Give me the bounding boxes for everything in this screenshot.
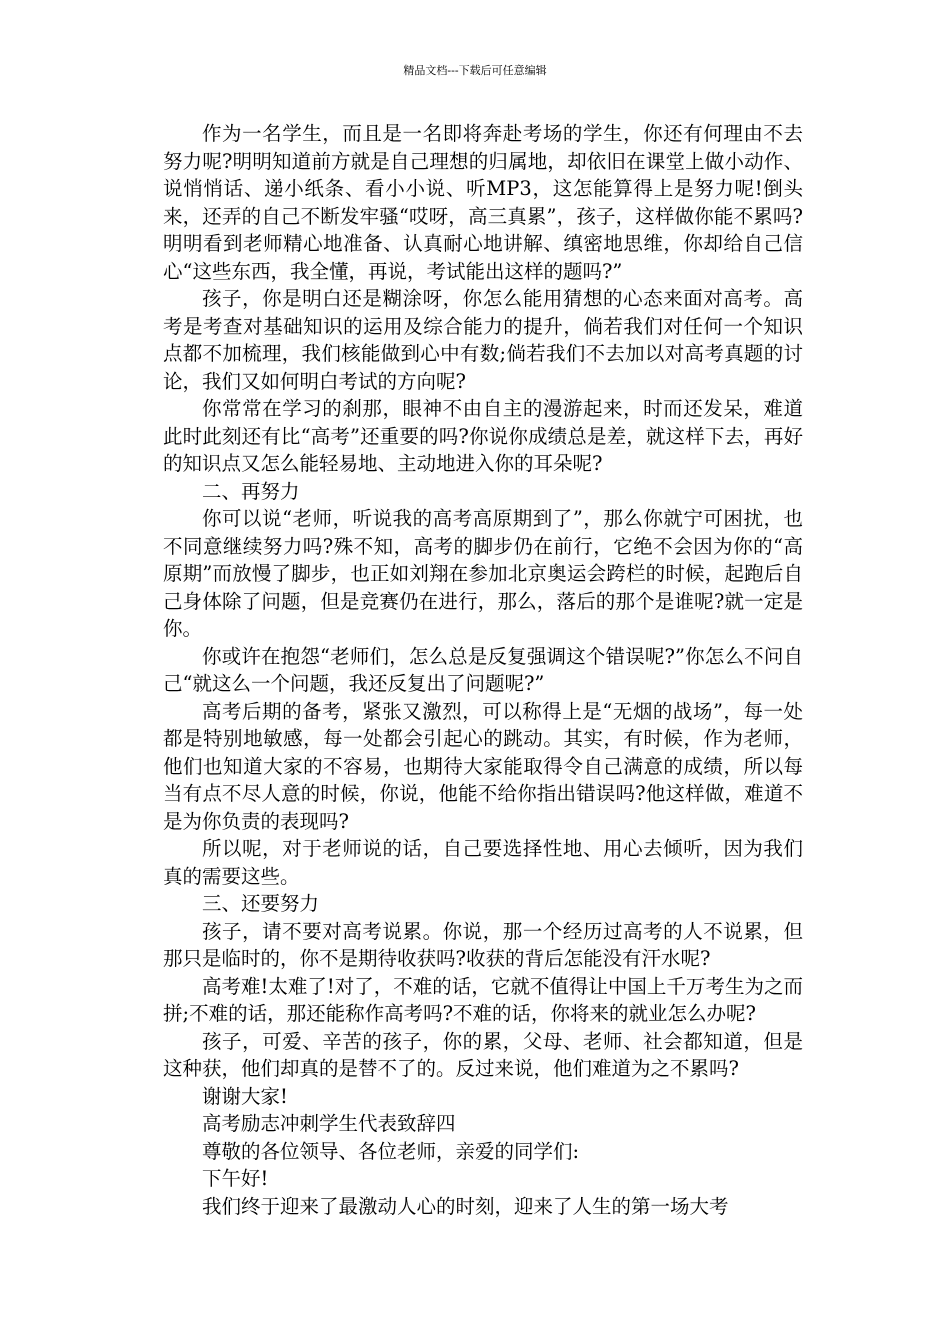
- greeting: 下午好!: [202, 1167, 269, 1190]
- document-body: [163, 120, 803, 1220]
- closing-thanks: 谢谢大家!: [202, 1084, 288, 1108]
- paragraph-11: 我们终于迎来了最激动人心的时刻，迎来了人生的第一场大考: [202, 1194, 729, 1218]
- page-header: 精品文档---下载后可任意编辑: [403, 64, 547, 77]
- paragraph-5: 你或许在抱怨“老师们，怎么总是反复强调这个错误呢?”你怎么不问自己“就这么一个问题，我还反复出了问题呢?”: [163, 644, 803, 695]
- paragraph-3: 你常常在学习的刹那，眼神不由自主的漫游起来，时而还发呆，难道此时此刻还有比“高考”还重要的吗?你说你成绩总是差，就这样下去，再好的知识点又怎么能轻易地、主动地进入你的耳朵呢?: [163, 397, 803, 475]
- paragraph-10: 孩子，可爱、辛苦的孩子，你的累，父母、老师、社会都知道，但是这种获，他们却真的是替不了的。反过来说，他们难道为之不累吗?: [163, 1029, 803, 1080]
- salutation: 尊敬的各位领导、各位老师，亲爱的同学们:: [202, 1139, 580, 1163]
- paragraph-2: 孩子，你是明白还是糊涂呀，你怎么能用猜想的心态来面对高考。高考是考查对基础知识的运用及综合能力的提升，倘若我们对任何一个知识点都不加梳理，我们核能做到心中有数;倘若我们不去加以对高考真题的讨论，我们又如何明白考试的方向呢?: [163, 287, 803, 393]
- section-heading-3: 三、还要努力: [202, 892, 320, 915]
- paragraph-9: 高考难!太难了!对了，不难的话，它就不值得让中国上千万考生为之而拼;不难的话，那还能称作高考吗?不难的话，你将来的就业怎么办呢?: [163, 974, 803, 1025]
- paragraph-6: 高考后期的备考，紧张又激烈，可以称得上是“无烟的战场”，每一处都是特别地敏感，每一处都会引起心的跳动。其实，有时候，作为老师，他们也知道大家的不容易，也期待大家能取得令自己满意的成绩，所以每当有点不尽人意的时候，你说，他能不给你指出错误吗?他这样做，难道不是为你负责的表现吗?: [163, 699, 803, 833]
- paragraph-7: 所以呢，对于老师说的话，自己要选择性地、用心去倾听，因为我们真的需要这些。: [163, 837, 803, 888]
- paragraph-4: 你可以说“老师，听说我的高考高原期到了”，那么你就宁可困扰，也不同意继续努力吗?殊不知，高考的脚步仍在前行，它绝不会因为你的“高原期”而放慢了脚步，也正如刘翔在参加北京奥运会跨栏的时候，起跑后自己身体除了问题，但是竞赛仍在进行，那么，落后的那个是谁呢?就一定是你。: [163, 507, 803, 640]
- paragraph-8: 孩子，请不要对高考说累。你说，那一个经历过高考的人不说累，但那只是临时的，你不是期待收获吗?收获的背后怎能没有汗水呢?: [163, 919, 803, 970]
- paragraph-1: 作为一名学生，而且是一名即将奔赴考场的学生，你还有何理由不去努力呢?明明知道前方就是自己理想的归属地，却依旧在课堂上做小动作、说悄悄话、递小纸条、看小小说、听MP3，这怎能算得上是努力呢!倒头来，还弄的自己不断发牢骚“哎呀，高三真累”，孩子，这样做你能不累吗?明明看到老师精心地准备、认真耐心地讲解、缜密地思维，你却给自己信心“这些东西，我全懂，再说，考试能出这样的题吗?”: [163, 122, 803, 283]
- section-heading-2: 二、再努力: [202, 479, 300, 503]
- speech-title: 高考励志冲刺学生代表致辞四: [202, 1112, 456, 1135]
